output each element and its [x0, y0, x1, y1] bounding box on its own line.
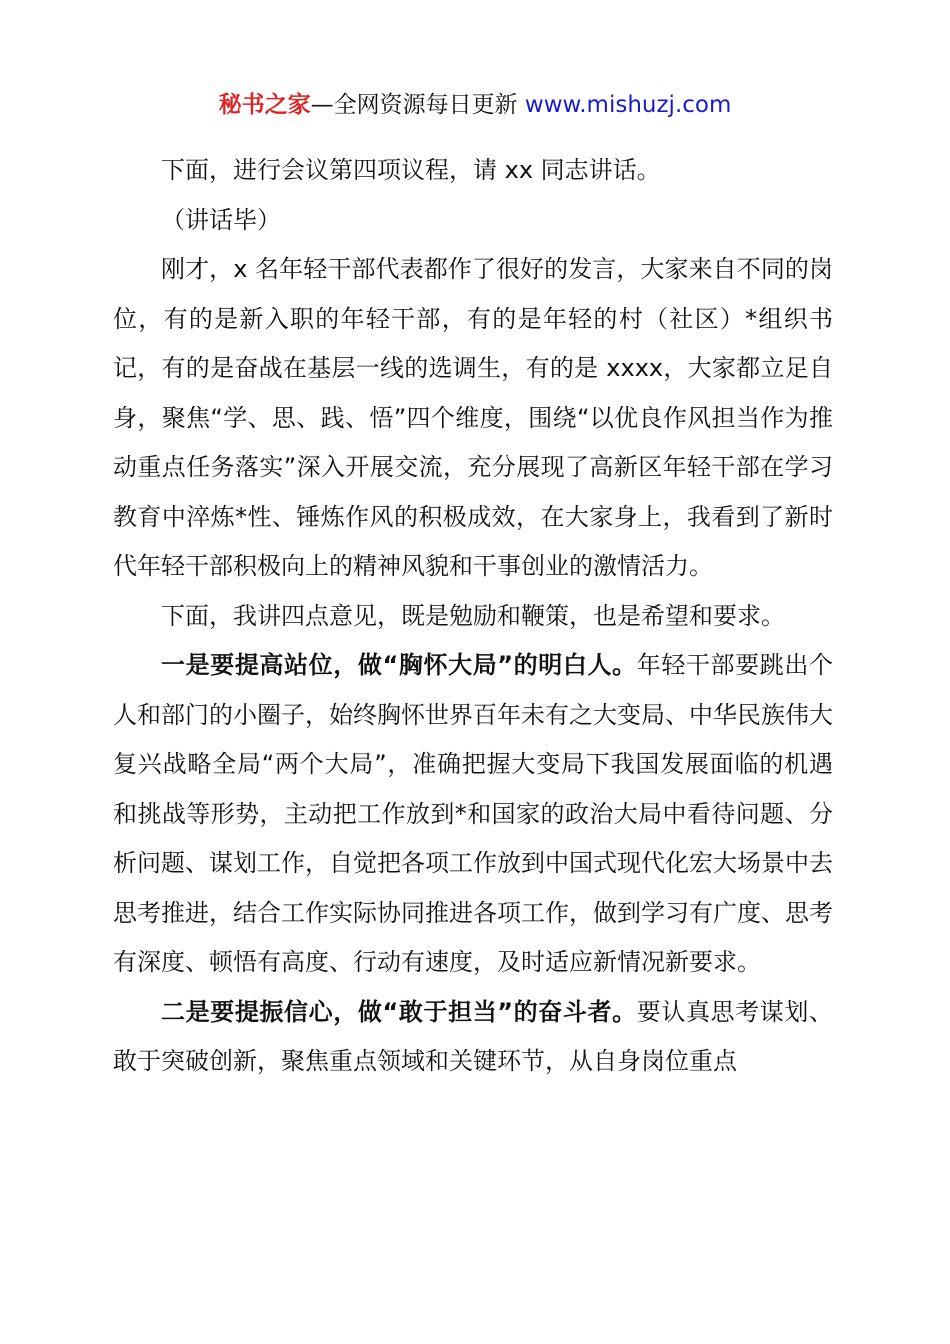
paragraph-text: 要认真思考谋划、敢于突破创新，聚焦重点领域和关键环节，从自身岗位重点: [113, 997, 833, 1075]
paragraph-speech-end: [113, 196, 833, 246]
paragraph-text: 下面，进行会议第四项议程，请 xx 同志讲话。: [161, 156, 661, 184]
site-brand: 秘书之家: [218, 92, 311, 118]
document-body: [113, 146, 833, 1087]
paragraph-intro-points: [113, 592, 833, 642]
paragraph-point-one: [113, 641, 833, 988]
paragraph-summary: [113, 245, 833, 592]
paragraph-text: 刚才，x 名年轻干部代表都作了很好的发言，大家来自不同的岗位，有的是新入职的年轻干部，有的是年轻的村（社区）*组织书记，有的是奋战在基层一线的选调生，有的是 xxxx，大家都立足自身，聚焦“学、思、践、悟”四个维度，围绕“以优良作风担当作为推动重点任务落实”深入开展交流，充分展现了高新区年轻干部在学习教育中淬炼*性、锤炼作风的积极成效，在大家身上，我看到了新时代年轻干部积极向上的精神风貌和干事创业的激情活力。: [113, 255, 833, 580]
site-tagline: —全网资源每日更新: [310, 92, 518, 118]
site-url-link[interactable]: www.mishuzj.com: [524, 92, 732, 118]
paragraph-text: （讲话毕）: [161, 205, 281, 234]
paragraph-text: 下面，我讲四点意见，既是勉励和鞭策，也是希望和要求。: [161, 601, 785, 630]
paragraph-point-two: [113, 988, 833, 1087]
paragraph-text: 年轻干部要跳出个人和部门的小圈子，始终胸怀世界百年未有之大变局、中华民族伟大复兴战略全局“两个大局”，准确把握大变局下我国发展面临的机遇和挑战等形势，主动把工作放到*和国家的政治大局中看待问题、分析问题、谋划工作，自觉把各项工作放到中国式现代化宏大场景中去思考推进，结合工作实际协同推进各项工作，做到学习有广度、思考有深度、顿悟有高度、行动有速度，及时适应新情况新要求。: [113, 651, 833, 976]
point-heading: 二是要提振信心，做“敢于担当”的奋斗者。: [161, 997, 637, 1026]
point-heading: 一是要提高站位，做“胸怀大局”的明白人。: [161, 651, 637, 679]
paragraph-agenda: [113, 146, 833, 196]
site-header: [0, 88, 950, 122]
